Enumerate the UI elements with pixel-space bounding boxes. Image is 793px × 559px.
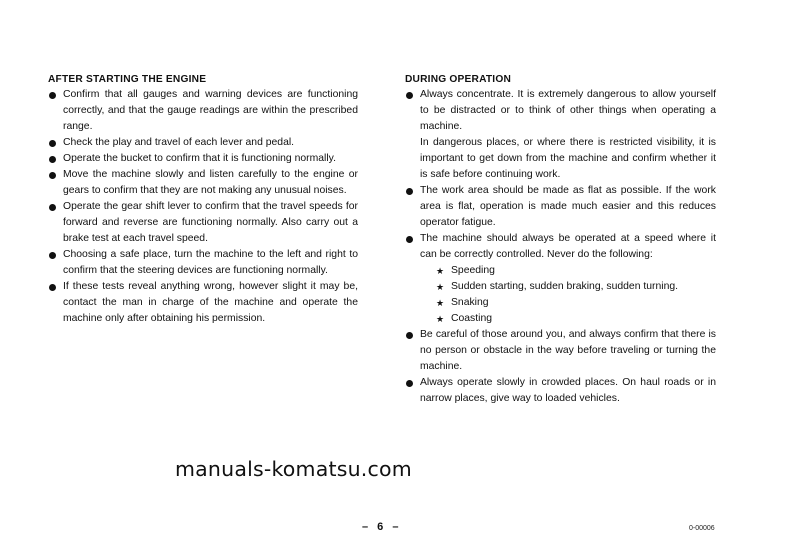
list-item: If these tests reveal anything wrong, however slight it may be, contact the man in charge of the machine and operate the machine only after obtaining his permission.: [48, 279, 358, 327]
sub-list-item: ★ Sudden starting, sudden braking, sudden turning.: [436, 279, 716, 295]
list-item: [405, 231, 716, 327]
sub-list-item: ★ Snaking: [436, 295, 716, 311]
list-item: Check the play and travel of each lever and pedal.: [48, 135, 358, 151]
sub-list-item: ★ Speeding: [436, 263, 716, 279]
list-item: [405, 87, 716, 183]
page-number: – 6 –: [362, 521, 402, 533]
sub-list-item: ★ Coasting: [436, 311, 716, 327]
watermark: manuals-komatsu.com: [175, 457, 412, 481]
list-item: Operate the gear shift lever to confirm that the travel speeds for forward and reverse are functioning normally. Also carry out a brake test at each travel speed.: [48, 199, 358, 247]
list-item: Be careful of those around you, and always confirm that there is no person or obstacle in the way before traveling or turning the machine.: [405, 327, 716, 375]
section-heading-during-operation: DURING OPERATION: [405, 74, 512, 85]
list-item: Operate the bucket to confirm that it is functioning normally.: [48, 151, 358, 167]
list-item: Always operate slowly in crowded places. On haul roads or in narrow places, give way to loaded vehicles.: [405, 375, 716, 407]
never-do-list: [420, 263, 716, 327]
left-column: [48, 73, 358, 327]
right-column: [405, 73, 716, 407]
list-item: Move the machine slowly and listen carefully to the engine or gears to confirm that they are not making any unusual noises.: [48, 167, 358, 199]
after-starting-list: [48, 87, 358, 327]
list-item-extra-text: In dangerous places, or where there is restricted visibility, it is important to get down from the machine and confirm whether it is safe before continuing work.: [420, 137, 716, 180]
section-heading-after-starting: AFTER STARTING THE ENGINE: [48, 74, 207, 85]
list-item: Choosing a safe place, turn the machine to the left and right to confirm that the steering devices are functioning normally.: [48, 247, 358, 279]
list-item-text: Always concentrate. It is extremely dangerous to allow yourself to be distracted or to think of other things when operating a machine.: [420, 89, 716, 132]
during-operation-list: [405, 87, 716, 407]
list-item-text: The machine should always be operated at a speed where it can be correctly controlled. Never do the following:: [420, 233, 716, 260]
document-code: 0-00006: [689, 525, 715, 532]
list-item: The work area should be made as flat as possible. If the work area is flat, operation is made much easier and this reduces operator fatigue.: [405, 183, 716, 231]
list-item: Confirm that all gauges and warning devices are functioning correctly, and that the gauge readings are within the prescribed range.: [48, 87, 358, 135]
